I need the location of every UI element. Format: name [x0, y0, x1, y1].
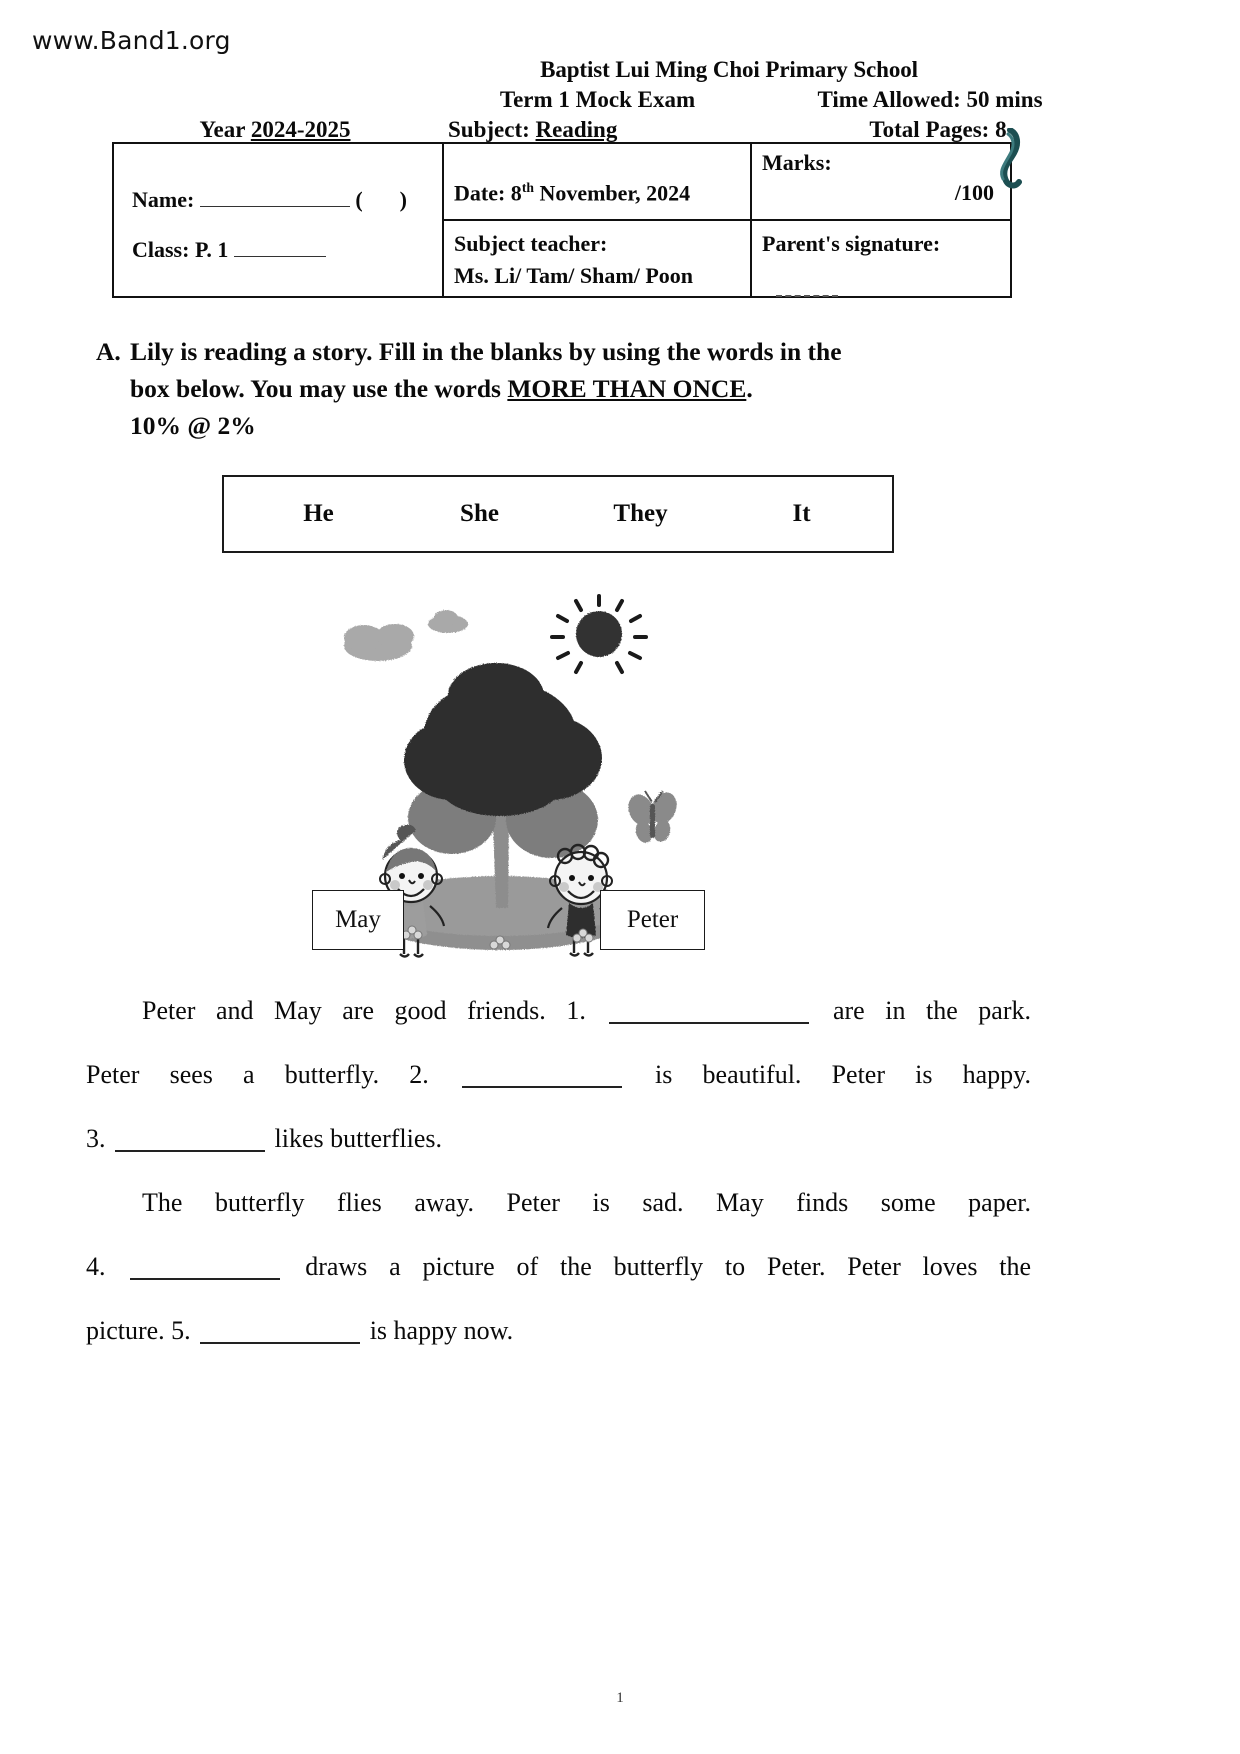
subject-value: Reading: [535, 117, 618, 143]
label-peter: Peter: [600, 890, 705, 950]
story-p3-b: likes butterflies.: [274, 1124, 443, 1153]
student-info-table: [112, 142, 1012, 298]
section-a-instruction: [96, 333, 1036, 445]
marks-label: Marks:: [762, 150, 832, 175]
story-p2-b: is beautiful. Peter is happy.: [655, 1060, 1031, 1089]
time-allowed: Time Allowed: 50 mins: [817, 87, 1043, 113]
year-field: [110, 115, 440, 145]
answer-blank-2[interactable]: [462, 1064, 622, 1088]
year-label: Year: [199, 117, 246, 143]
story-p5-a: picture. 5.: [86, 1316, 191, 1345]
name-field: [132, 186, 407, 213]
parent-signature-label: Parent's signature:: [762, 231, 941, 256]
word-bank-item-it[interactable]: It: [792, 500, 811, 527]
story-p1-a: Peter and May are good friends. 1.: [142, 996, 586, 1025]
name-label: Name:: [132, 187, 195, 212]
marks-total: /100: [954, 180, 994, 205]
info-row-top: [444, 144, 1010, 221]
cloud-small-icon: [428, 610, 468, 633]
school-name: Baptist Lui Ming Choi Primary School: [540, 57, 918, 82]
word-bank-item-she[interactable]: She: [460, 500, 499, 527]
story-passage: [86, 998, 1031, 1382]
section-a-emphasis: MORE THAN ONCE: [507, 374, 747, 404]
exam-header: [110, 55, 1120, 145]
name-paren-open: (: [355, 187, 363, 212]
date-ordinal-suffix: th: [521, 180, 534, 195]
parent-signature-blank[interactable]: [776, 295, 838, 297]
class-number-blank[interactable]: [368, 187, 394, 207]
class-input-blank[interactable]: [234, 236, 326, 257]
info-cell-name-class: [114, 144, 444, 296]
label-may: May: [312, 890, 404, 950]
site-watermark: www.Band1.org: [32, 26, 231, 55]
cloud-icon: [344, 624, 414, 661]
story-sentence-1: [86, 998, 1031, 1024]
header-row-subject: [110, 115, 1120, 145]
subject-teacher-value: Ms. Li/ Tam/ Sham/ Poon: [454, 263, 694, 288]
answer-blank-3[interactable]: [115, 1128, 265, 1152]
butterfly-icon: [624, 789, 681, 845]
year-value: 2024-2025: [250, 117, 351, 143]
story-p2-a: Peter sees a butterfly. 2.: [86, 1060, 429, 1089]
story-p4-c: draws a picture of the butterfly to Peter. Peter loves the: [305, 1252, 1032, 1281]
word-bank-item-they[interactable]: They: [613, 500, 668, 527]
section-a-line2-post: .: [746, 374, 753, 404]
class-label: Class: P.: [132, 237, 212, 262]
answer-blank-4[interactable]: [130, 1256, 280, 1280]
sun-icon: [552, 596, 646, 672]
answer-blank-5[interactable]: [200, 1320, 360, 1344]
info-cell-teacher: [444, 221, 752, 296]
info-cell-marks: [752, 144, 1010, 219]
exam-name: Term 1 Mock Exam: [499, 87, 696, 113]
section-a-line2: [130, 370, 1036, 407]
story-p4-b: 4.: [86, 1252, 106, 1281]
section-a-line1: Lily is reading a story. Fill in the blanks by using the words in the: [130, 337, 842, 366]
word-bank-item-he[interactable]: He: [303, 500, 334, 527]
story-p3-a: 3.: [86, 1124, 106, 1153]
word-bank-box: [222, 475, 894, 553]
section-a-marks-note: 10% @ 2%: [130, 411, 256, 441]
story-sentence-3: [86, 1126, 1031, 1152]
paperclip-icon: [988, 128, 1022, 198]
story-sentence-2: [86, 1062, 1031, 1088]
section-a-line2-pre: box below. You may use the words: [130, 374, 508, 404]
info-cell-parent-signature: [752, 221, 1010, 296]
section-a-letter: A.: [96, 337, 121, 366]
story-sentence-4b: [86, 1254, 1031, 1280]
date-label: Date: 8: [454, 180, 522, 206]
page-number: 1: [616, 1690, 624, 1706]
subject-field: [440, 115, 763, 145]
subject-label: Subject:: [448, 117, 530, 143]
story-sentence-4: [86, 1190, 1031, 1216]
story-p4-a: The butterfly flies away. Peter is sad. May finds some paper.: [142, 1188, 1031, 1217]
class-field: [132, 236, 326, 263]
info-cell-date: [444, 144, 752, 219]
answer-blank-1[interactable]: [609, 1000, 809, 1024]
info-row-bottom: [444, 221, 1010, 296]
story-sentence-5: [86, 1318, 1031, 1344]
date-rest: November, 2024: [533, 180, 691, 206]
story-p1-b: are in the park.: [832, 996, 1031, 1025]
header-row-exam: [110, 85, 1120, 115]
name-input-blank[interactable]: [200, 186, 350, 207]
subject-teacher-label: Subject teacher:: [454, 231, 608, 256]
total-pages: Total Pages: 8: [869, 117, 1007, 143]
info-right-columns: [444, 144, 1010, 296]
class-value: 1: [217, 237, 229, 262]
story-p5-b: is happy now.: [369, 1316, 514, 1345]
name-paren-close: ): [399, 187, 407, 212]
